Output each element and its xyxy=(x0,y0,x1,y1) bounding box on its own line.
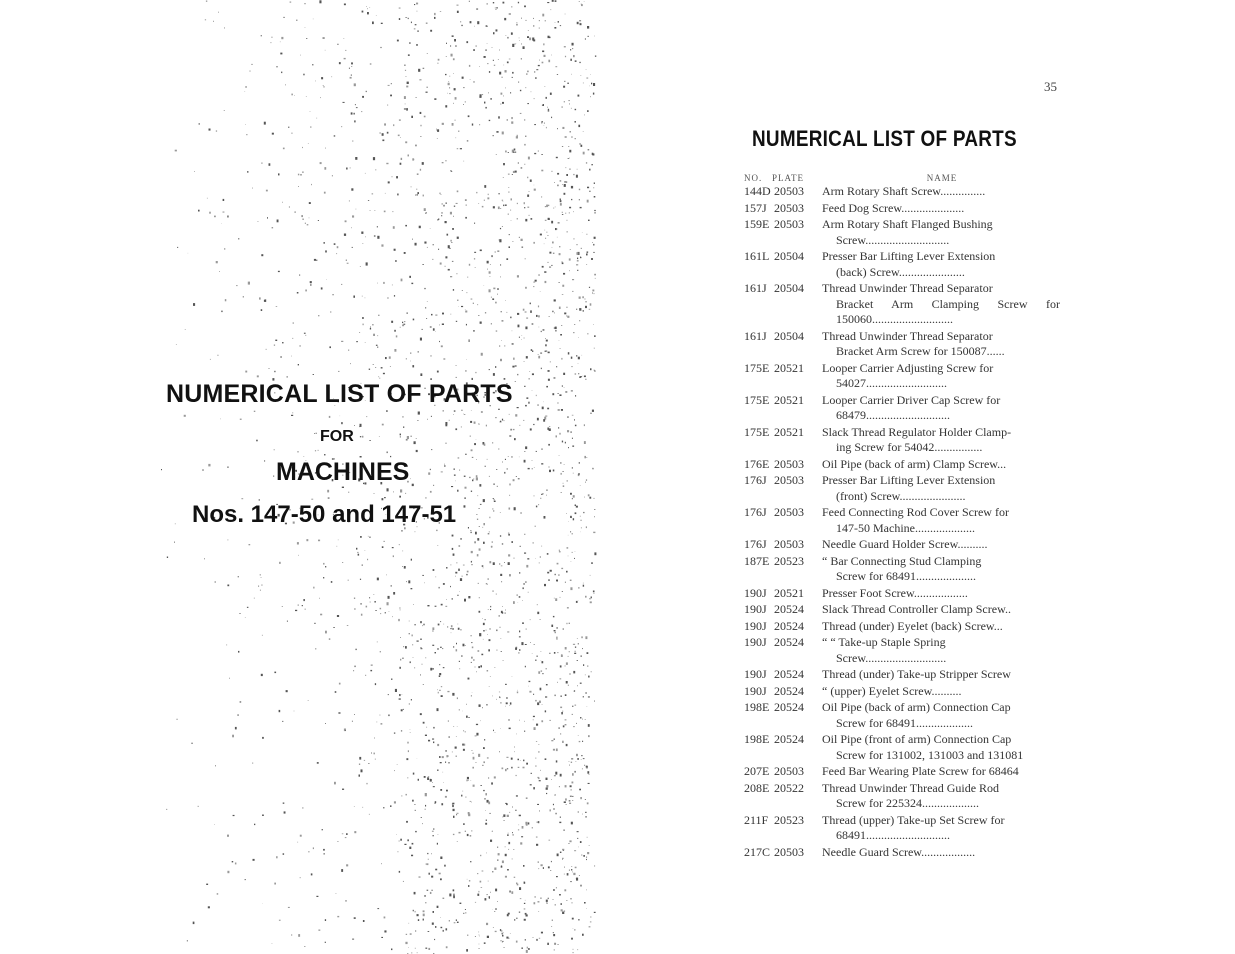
part-name-continuation: Bracket Arm Screw for 150087...... xyxy=(836,344,1005,358)
part-name-line: Thread (upper) Take-up Set Screw for xyxy=(822,812,1005,827)
part-number: 175E xyxy=(744,392,770,407)
table-row xyxy=(744,505,1060,536)
table-row xyxy=(744,602,1060,618)
part-number: 176J xyxy=(744,473,767,487)
part-number: 190J xyxy=(744,618,767,633)
part-name-line: Feed Connecting Rod Cover Screw for xyxy=(822,505,1009,519)
part-number: 176E xyxy=(744,456,770,471)
parts-table xyxy=(744,171,1060,861)
table-row xyxy=(744,393,1060,424)
part-number: 175E xyxy=(744,360,770,375)
part-name-line: Needle Guard Holder Screw.......... xyxy=(822,537,988,551)
part-name xyxy=(822,361,1060,392)
part-name-line: Oil Pipe (back of arm) Clamp Screw... xyxy=(822,456,1007,471)
plate-number: 20524 xyxy=(774,732,804,746)
part-name xyxy=(822,184,1060,200)
part-name xyxy=(822,684,1060,700)
plate-number: 20504 xyxy=(774,328,804,343)
part-name xyxy=(822,635,1060,666)
part-number: 190J xyxy=(744,602,767,616)
plate-number: 20522 xyxy=(774,780,804,795)
plate-number: 20503 xyxy=(774,184,804,198)
table-row xyxy=(744,201,1060,217)
cover-machines: MACHINES xyxy=(276,458,410,486)
part-name-line: Presser Bar Lifting Lever Extension xyxy=(822,473,996,487)
part-name xyxy=(822,393,1060,424)
table-row xyxy=(744,700,1060,731)
part-number: 208E xyxy=(744,780,770,795)
part-number: 190J xyxy=(744,635,767,649)
part-name-line: Oil Pipe (back of arm) Connection Cap xyxy=(822,700,1011,714)
table-row xyxy=(744,619,1060,635)
table-row xyxy=(744,537,1060,553)
table-row xyxy=(744,361,1060,392)
plate-number: 20521 xyxy=(774,392,804,407)
part-number: 161J xyxy=(744,281,767,295)
part-name-line: Thread Unwinder Thread Separator xyxy=(822,328,993,343)
part-name xyxy=(822,249,1060,280)
part-name xyxy=(822,781,1060,812)
part-number: 198E xyxy=(744,732,770,746)
table-row xyxy=(744,217,1060,248)
part-name-line: Presser Bar Lifting Lever Extension xyxy=(822,249,996,263)
part-number: 187E xyxy=(744,553,770,568)
part-number: 157J xyxy=(744,200,767,215)
part-number: 175E xyxy=(744,424,770,439)
part-number: 144D xyxy=(744,184,771,198)
part-name-continuation: Screw........................... xyxy=(836,650,947,665)
table-row xyxy=(744,473,1060,504)
part-number: 176J xyxy=(744,505,767,519)
part-name-continuation: 147-50 Machine.................... xyxy=(836,520,975,535)
plate-number: 20503 xyxy=(774,844,804,859)
part-name xyxy=(822,602,1060,618)
part-name xyxy=(822,473,1060,504)
table-row xyxy=(744,281,1060,328)
page-number: 35 xyxy=(1044,79,1057,94)
part-name xyxy=(822,619,1060,635)
part-name-continuation: Bracket Arm Clamping Screw for 150060........................... xyxy=(836,296,1060,326)
part-name-line: Arm Rotary Shaft Screw............... xyxy=(822,184,986,198)
part-name-continuation: Screw for 68491................... xyxy=(836,715,973,730)
part-name-line: Looper Carrier Adjusting Screw for xyxy=(822,360,994,375)
part-name xyxy=(822,457,1060,473)
plate-number: 20524 xyxy=(774,700,804,714)
table-row xyxy=(744,764,1060,780)
part-number: 190J xyxy=(744,585,767,600)
part-number: 198E xyxy=(744,700,770,714)
cover-for: FOR xyxy=(320,428,354,445)
page-title: NUMERICAL LIST OF PARTS xyxy=(752,126,1017,151)
plate-number: 20524 xyxy=(774,602,804,616)
part-name xyxy=(822,813,1060,844)
plate-number: 20503 xyxy=(774,505,804,519)
part-number: 176J xyxy=(744,537,767,551)
table-row xyxy=(744,554,1060,585)
part-number: 161L xyxy=(744,249,770,263)
part-name-line: Slack Thread Regulator Holder Clamp- xyxy=(822,424,1012,439)
part-number: 211F xyxy=(744,812,769,827)
part-name xyxy=(822,217,1060,248)
plate-number: 20503 xyxy=(774,473,804,487)
part-name-line: Feed Bar Wearing Plate Screw for 68464 xyxy=(822,764,1019,778)
plate-number: 20503 xyxy=(774,537,804,551)
part-name-line: Thread Unwinder Thread Separator xyxy=(822,281,993,295)
header-name: NAME xyxy=(926,173,958,183)
table-row xyxy=(744,586,1060,602)
part-name xyxy=(822,201,1060,217)
table-row xyxy=(744,635,1060,666)
part-name xyxy=(822,505,1060,536)
part-number: 159E xyxy=(744,217,770,231)
plate-number: 20524 xyxy=(774,635,804,649)
table-row xyxy=(744,249,1060,280)
part-name-line: Arm Rotary Shaft Flanged Bushing xyxy=(822,217,993,231)
plate-number: 20503 xyxy=(774,217,804,231)
part-name xyxy=(822,554,1060,585)
cover-page xyxy=(0,0,600,954)
part-name xyxy=(822,329,1060,360)
part-name xyxy=(822,845,1060,861)
cover-title: NUMERICAL LIST OF PARTS xyxy=(166,380,513,408)
table-row xyxy=(744,684,1060,700)
header-no: NO. xyxy=(744,173,763,183)
part-name-line: Thread (under) Take-up Stripper Screw xyxy=(822,667,1011,681)
part-name xyxy=(822,281,1060,328)
part-name-line: Presser Foot Screw.................. xyxy=(822,585,968,600)
part-name-line: Looper Carrier Driver Cap Screw for xyxy=(822,392,1001,407)
plate-number: 20521 xyxy=(774,424,804,439)
table-body xyxy=(744,184,1060,860)
table-row xyxy=(744,329,1060,360)
part-name-continuation: (front) Screw...................... xyxy=(836,488,966,503)
cover-model-numbers: Nos. 147-50 and 147-51 xyxy=(192,501,457,528)
table-row xyxy=(744,184,1060,200)
table-header xyxy=(744,171,1060,184)
parts-list-page xyxy=(600,0,1235,954)
part-name-line: Oil Pipe (front of arm) Connection Cap xyxy=(822,732,1012,746)
plate-number: 20524 xyxy=(774,683,804,698)
part-name xyxy=(822,425,1060,456)
table-row xyxy=(744,457,1060,473)
part-name xyxy=(822,700,1060,731)
part-name-line: “ (upper) Eyelet Screw.......... xyxy=(822,683,962,698)
part-number: 161J xyxy=(744,328,767,343)
part-name-line: Feed Dog Screw..................... xyxy=(822,200,965,215)
part-name xyxy=(822,667,1060,683)
part-name-continuation: Screw for 131002, 131003 and 131081 xyxy=(836,747,1024,762)
part-number: 207E xyxy=(744,764,770,778)
part-name-continuation: (back) Screw...................... xyxy=(836,264,965,279)
part-name-continuation: 54027........................... xyxy=(836,376,947,390)
plate-number: 20504 xyxy=(774,249,804,263)
plate-number: 20504 xyxy=(774,281,804,295)
part-number: 190J xyxy=(744,667,767,681)
plate-number: 20521 xyxy=(774,360,804,375)
plate-number: 20524 xyxy=(774,618,804,633)
part-name-continuation: 68479............................ xyxy=(836,408,950,422)
part-name-continuation: Screw for 225324................... xyxy=(836,796,979,810)
header-plate: PLATE xyxy=(772,173,804,183)
part-name-line: “ Bar Connecting Stud Clamping xyxy=(822,553,982,568)
table-row xyxy=(744,781,1060,812)
part-name xyxy=(822,732,1060,763)
part-name-line: Needle Guard Screw.................. xyxy=(822,844,976,859)
table-row xyxy=(744,845,1060,861)
table-row xyxy=(744,813,1060,844)
part-name-continuation: 68491............................ xyxy=(836,828,950,842)
part-name-line: Thread Unwinder Thread Guide Rod xyxy=(822,780,1000,795)
part-number: 190J xyxy=(744,683,767,698)
plate-number: 20523 xyxy=(774,812,804,827)
table-row xyxy=(744,732,1060,763)
part-name xyxy=(822,586,1060,602)
part-name-continuation: ing Screw for 54042................ xyxy=(836,440,983,454)
part-name xyxy=(822,764,1060,780)
plate-number: 20521 xyxy=(774,585,804,600)
plate-number: 20524 xyxy=(774,667,804,681)
plate-number: 20503 xyxy=(774,200,804,215)
plate-number: 20503 xyxy=(774,456,804,471)
part-name-line: “ “ Take-up Staple Spring xyxy=(822,635,946,649)
part-name-line: Slack Thread Controller Clamp Screw.. xyxy=(822,602,1011,616)
plate-number: 20523 xyxy=(774,553,804,568)
table-row xyxy=(744,425,1060,456)
part-name-continuation: Screw............................ xyxy=(836,232,950,247)
part-name xyxy=(822,537,1060,553)
plate-number: 20503 xyxy=(774,764,804,778)
table-row xyxy=(744,667,1060,683)
part-number: 217C xyxy=(744,844,771,859)
part-name-line: Thread (under) Eyelet (back) Screw... xyxy=(822,618,1003,633)
part-name-continuation: Screw for 68491.................... xyxy=(836,569,976,583)
